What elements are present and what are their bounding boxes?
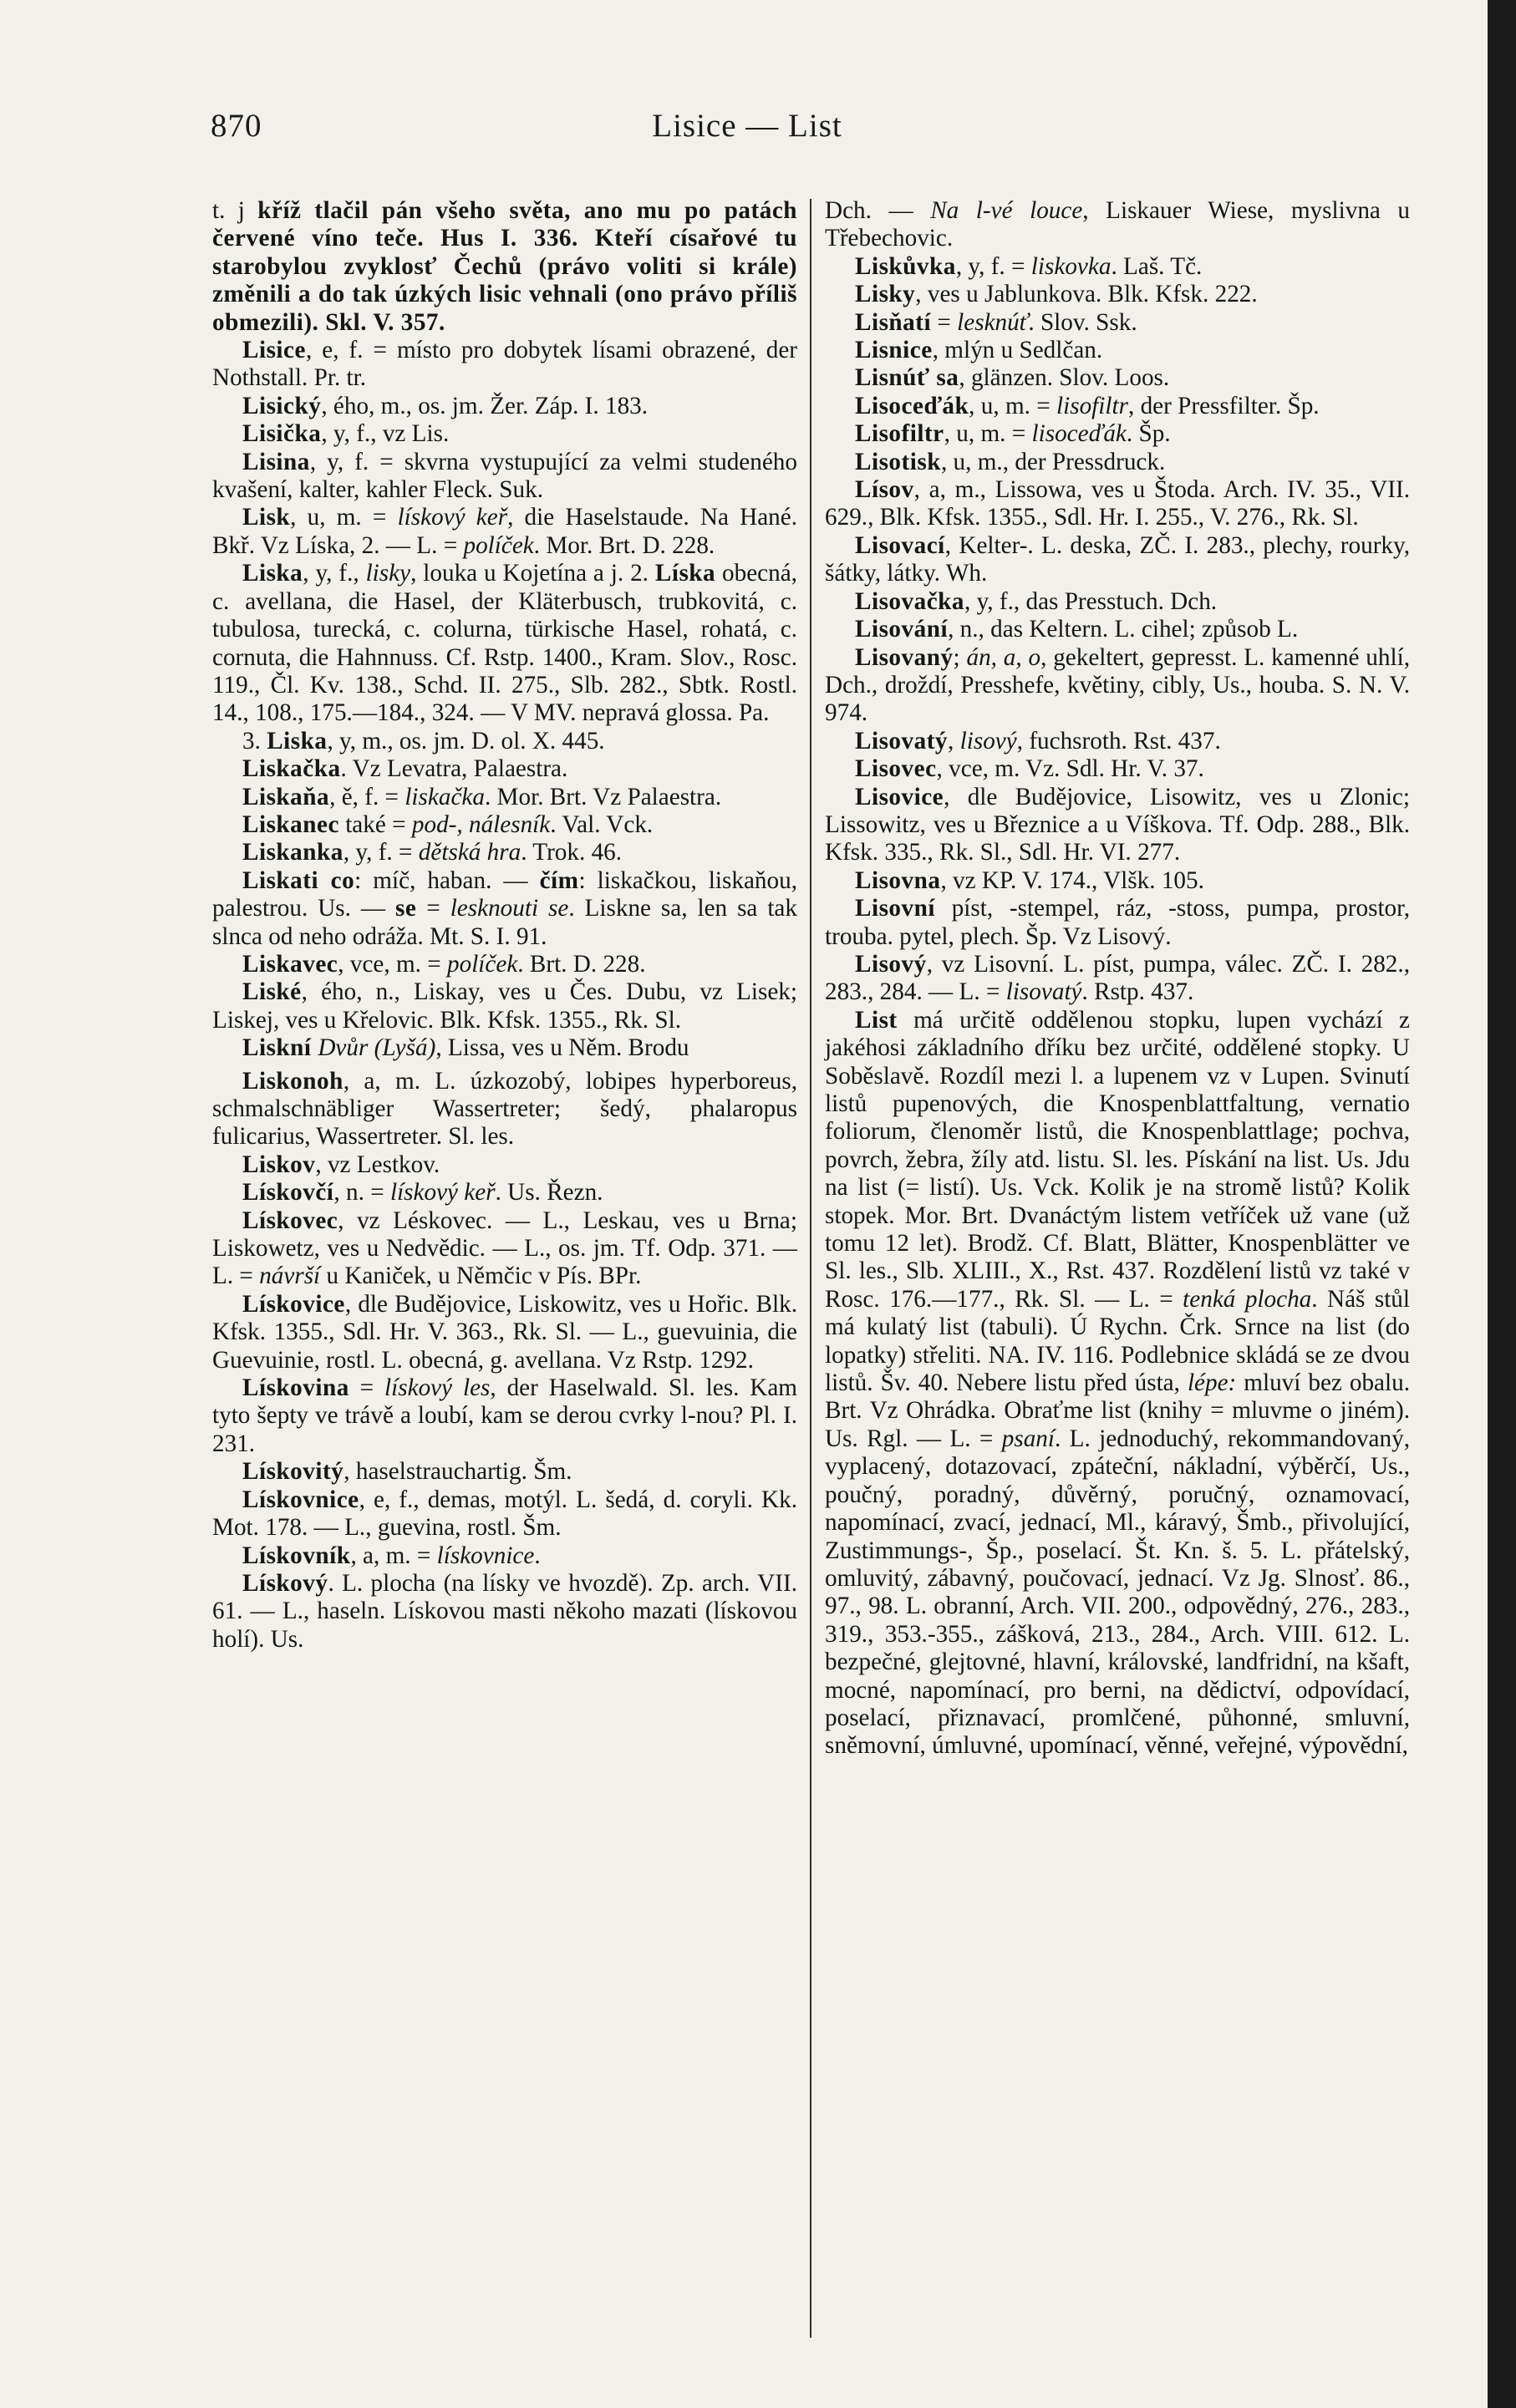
dictionary-entry — [212, 420, 797, 448]
dictionary-entry — [825, 393, 1410, 420]
dictionary-entry — [825, 253, 1410, 281]
entry-italic-text: lisofiltr — [1056, 392, 1128, 419]
entry-text: . Brt. D. 228. — [517, 950, 646, 978]
entry-italic-text: políček — [447, 950, 518, 978]
entry-text: 3. — [242, 727, 267, 754]
entry-italic-text: návrší — [259, 1262, 321, 1290]
running-title: Lisice — List — [652, 108, 842, 144]
entry-text: , u, m. = — [969, 392, 1057, 419]
entry-text: , y, m., os. jm. D. ol. X. 445. — [327, 727, 605, 754]
entry-text: . Trok. 46. — [521, 839, 623, 866]
entry-headword: Lisovací — [855, 531, 945, 559]
entry-headword: Lisovatý — [855, 727, 949, 754]
entry-text: , y, f., vz Lis. — [321, 420, 450, 448]
dictionary-entry — [212, 811, 797, 839]
dictionary-entry — [825, 616, 1410, 643]
entry-text: . Šp. — [1126, 420, 1171, 448]
entry-text: , dle Budějovice, Liskowitz, ves u Hořic. Blk. Kfsk. 1355., Sdl. Hr. V. 363., Rk. Sl. — L., guevuinia, die Guevuinie, rostl. L. obecná, g. avellana. Vz Rstp. 1292. — [212, 1290, 797, 1374]
entry-text: ; — [953, 643, 967, 671]
right-column — [825, 197, 1410, 1760]
entry-headword: Lisina — [242, 448, 310, 475]
entry-text: , a, m. L. úzkozobý, lobipes hyperboreus, schmalschnäbliger Wassertreter; šedý, phalaropus fulicarius, Wassertreter. Sl. les. — [212, 1067, 797, 1151]
entry-text: , e, f., demas, motýl. L. šedá, d. coryli. Kk. Mot. 178. — L., guevina, rostl. Šm. — [212, 1486, 797, 1542]
dictionary-entry — [212, 1068, 797, 1151]
entry-headword: Liska — [267, 727, 328, 754]
entry-headword: Lisk — [242, 504, 291, 531]
entry-italic-text: án, a, o — [966, 643, 1041, 671]
entry-headword: Lisoceďák — [855, 392, 969, 419]
entry-text: t. j — [212, 197, 258, 224]
entry-headword: Liska — [242, 560, 303, 587]
entry-headword: Lisovní — [855, 895, 935, 922]
entry-italic-text: tenká plocha — [1183, 1285, 1312, 1313]
entry-headword: Lisovačka — [855, 587, 964, 615]
entry-italic-text: lískový keř — [397, 504, 508, 531]
entry-text: = — [348, 1374, 385, 1402]
entry-text: . Náš stůl má kulatý list (tabuli). Ú Rychn. Črk. Srnce na list (do lopatky) střeliti. NA. IV. 116. Podlebnice skládá se ze dvou listů. Šv. 40. Nebere listu před ústa, — [825, 1285, 1411, 1397]
entry-text: , der Pressfilter. Šp. — [1127, 392, 1320, 419]
dictionary-entry — [212, 978, 797, 1034]
dictionary-entry — [212, 951, 797, 978]
entry-headword: Lisovec — [855, 755, 937, 783]
entry-text: , haselstrauchartig. Šm. — [343, 1458, 572, 1486]
entry-text: mluví bez obalu. Brt. Vz Ohrádka. Obraťme list (knihy = mluvme o jiném). Us. Rgl. — L. = — [825, 1369, 1411, 1452]
entry-text: , y, f. = skvrna vystupující za velmi studeného kvašení, kalter, kahler Fleck. Suk. — [212, 448, 797, 504]
dictionary-entry — [212, 504, 797, 560]
entry-italic-text: lesknúť — [957, 308, 1029, 336]
dictionary-entry — [212, 449, 797, 505]
entry-headword: Lískovník — [242, 1542, 351, 1569]
entry-text: , Kelter-. L. deska, ZČ. I. 283., plechy, rourky, šátky, látky. Wh. — [825, 531, 1410, 587]
entry-text: . Us. Řezn. — [495, 1179, 603, 1207]
entry-text: , n. = — [333, 1179, 390, 1207]
entry-text: . L. jednoduchý, rekommandovaný, vyplacený, dotazovací, zpáteční, nákladní, výběrčí, Us., poučný, poradný, důvěrný, poručný, oznamovací, napomínací, zvací, jednací, Ml., káravý, Šmb., přivolující, Zustimmungs-, Šp., poselací. Št. Kn. š. 5. L. přátelský, omluvitý, zábavný, poučovací, jednací. Vz Jg. Slnosť. 86., 97., 98. L. obranní, Arch. VII. 200., odpovědný, 276., 283., 319., 353.-355., zášková, 213., 284., Arch. VIII. 612. L. bezpečné, glejtovné, hlavní, královské, landfridní, na kšaft, mocné, napomínací, pro berni, na dědictví, odpovídací, poselací, přiznavací, promlčené, půhonné, smluvní, sněmovní, úmluvné, upomínací, věnné, veřejné, výpovědní, — [825, 1425, 1410, 1760]
dictionary-entry — [212, 1570, 797, 1654]
entry-text: = — [416, 895, 450, 922]
dictionary-entry — [212, 867, 797, 951]
entry-text: , a, m. = — [350, 1542, 437, 1569]
entry-text: , y, f., — [303, 560, 366, 587]
entry-text: obecná, c. avellana, die Hasel, der Kläterbusch, trubkovitá, c. tubulosa, turecká, c. colurna, türkische Hasel, rohatá, c. cornuta, die Hahnnuss. Cf. Rstp. 1400., Kram. Slov., Rosc. 119., Čl. Kv. 138., Schd. II. 275., Slb. 282., Sbtk. Rostl. 14., 108., 175.—184., 324. — V MV. nepravá glossa. Pa. — [212, 560, 797, 727]
entry-text: u Kaniček, u Němčic v Pís. BPr. — [320, 1262, 642, 1290]
dictionary-entry — [825, 197, 1410, 253]
dictionary-entry — [212, 1486, 797, 1542]
dictionary-entry — [825, 364, 1410, 392]
dictionary-entry — [825, 337, 1410, 364]
entry-headword: Liskanec — [242, 810, 339, 838]
dictionary-entry — [212, 728, 797, 755]
entry-headword: Lisice — [242, 337, 306, 364]
entry-italic-text: Dvůr (Lyšá) — [318, 1034, 436, 1062]
entry-italic-text: lisoceďák — [1031, 420, 1127, 448]
dictionary-entry — [825, 309, 1410, 337]
entry-italic-text: lisovatý — [1005, 978, 1082, 1006]
entry-text: , dle Budějovice, Lisowitz, ves u Zlonic; Lissowitz, ves u Březnice a u Víškova. Tf. Odp. 288., Blk. Kfsk. 335., Rk. Sl., Sdl. Hr. VI. 277. — [825, 783, 1410, 866]
dictionary-entry — [825, 1007, 1410, 1760]
dictionary-entry — [212, 1179, 797, 1207]
entry-text: , vz Lisovní. L. píst, pumpa, válec. ZČ. I. 282., 283., 284. — L. = — [825, 950, 1410, 1006]
entry-headword: Lískovina — [242, 1374, 349, 1402]
dictionary-entry — [825, 755, 1410, 783]
entry-headword: Lískový — [242, 1569, 328, 1597]
dictionary-entry — [212, 560, 797, 727]
dictionary-entry — [825, 420, 1410, 448]
entry-text: , u, m. = — [290, 504, 398, 531]
entry-italic-text: lískový keř — [389, 1179, 496, 1207]
entry-headword: List — [855, 1006, 898, 1034]
dictionary-entry — [212, 1034, 797, 1062]
entry-text: kříž tlačil pán všeho světa, ano mu po patách červené víno teče. Hus I. 336. Kteří císařové tu starobylou zvyklosť Čechů (právo voliti si krále) změnili a do tak úzkých lisic vehnali (ono právo příliš obmezili). Skl. V. 357. — [212, 197, 798, 336]
entry-headword: Liskanka — [242, 839, 343, 866]
entry-italic-text: dětská hra — [418, 839, 521, 866]
entry-headword: Lisnúť sa — [855, 364, 959, 392]
dictionary-entry — [212, 1542, 797, 1570]
entry-text: . Rstp. 437. — [1081, 978, 1194, 1006]
page-number: 870 — [211, 108, 262, 144]
entry-headword: se — [395, 895, 417, 922]
entry-italic-text: liskovka — [1030, 252, 1112, 280]
entry-headword: Lisový — [855, 950, 927, 978]
dictionary-entry — [825, 644, 1410, 728]
entry-text: . — [534, 1542, 541, 1569]
entry-headword: Lisofiltr — [855, 420, 944, 448]
entry-text: , y, f. = — [955, 252, 1031, 280]
entry-italic-text: lisový — [959, 727, 1017, 754]
entry-text: , ého, n., Liskay, ves u Čes. Dubu, vz Lisek; Liskej, ves u Křelovic. Blk. Kfsk. 1355., Rk. Sl. — [212, 978, 797, 1034]
entry-italic-text: políček — [463, 531, 534, 559]
entry-text: , y, f., das Presstuch. Dch. — [964, 587, 1218, 615]
entry-headword: Liskaňa — [242, 783, 330, 810]
dictionary-entry — [825, 728, 1410, 755]
dictionary-entry — [212, 197, 797, 337]
entry-text: píst, -stempel, ráz, -stoss, pumpa, prostor, trouba. pytel, plech. Šp. Vz Lisový. — [825, 895, 1410, 950]
entry-headword: Lísov — [855, 476, 914, 504]
entry-text: , vz Lestkov. — [315, 1151, 440, 1178]
dictionary-entry — [825, 588, 1410, 616]
entry-italic-text: pod-, nálesník — [411, 810, 551, 838]
entry-headword: Liské — [242, 978, 302, 1006]
entry-text: , die Haselstaude. Na Hané. Bkř. Vz Líska, 2. — L. = — [212, 504, 798, 559]
entry-headword: Lisovna — [855, 866, 941, 894]
entry-text: , gekeltert, gepresst. L. kamenné uhlí, Dch., droždí, Presshefe, květiny, cibly, Us., houba. S. N. V. 974. — [825, 643, 1411, 727]
dictionary-entry — [825, 895, 1410, 951]
entry-text: , fuchsroth. Rst. 437. — [1016, 727, 1221, 754]
entry-headword: Lisování — [855, 616, 949, 643]
entry-text: , vce, m. Vz. Sdl. Hr. V. 37. — [936, 755, 1204, 783]
entry-text: , vz KP. V. 174., Vlšk. 105. — [940, 866, 1204, 894]
entry-text: , ého, m., os. jm. Žer. Záp. I. 183. — [321, 392, 649, 419]
entry-text: , u, m., der Pressdruck. — [940, 448, 1166, 475]
entry-italic-text: lískový les — [384, 1374, 491, 1402]
entry-text: , ves u Jablunkova. Blk. Kfsk. 222. — [915, 281, 1258, 308]
entry-italic-text: liskačka — [404, 783, 485, 810]
entry-headword: Lískovitý — [242, 1458, 344, 1486]
entry-italic-text: lépe: — [1187, 1369, 1237, 1397]
entry-text: . Mor. Brt. Vz Palaestra. — [484, 783, 722, 810]
entry-text: , vz Léskovec. — L., Leskau, ves u Brna; Liskowetz, ves u Nedvědic. — L., os. jm. Tf. Odp. 371. — L. = — [212, 1207, 797, 1290]
dictionary-entry — [212, 1151, 797, 1179]
entry-text: : míč, haban. — — [354, 866, 540, 894]
entry-headword: Líska — [654, 560, 716, 587]
entry-headword: Lisňatí — [855, 308, 932, 336]
entry-headword: Liskačka — [242, 755, 341, 783]
entry-text: , y, f. = — [343, 839, 419, 866]
page-header — [211, 107, 1284, 157]
dictionary-entry — [212, 1291, 797, 1374]
dictionary-entry — [212, 839, 797, 866]
entry-text: , e, f. = místo pro dobytek lísami obrazené, der Nothstall. Pr. tr. — [212, 337, 797, 392]
entry-text: . Laš. Tč. — [1111, 252, 1203, 280]
entry-italic-text: lisky — [365, 560, 411, 587]
entry-text: má určitě oddělenou stopku, lupen vychází z jakéhosi základního dříku bez určité, oddělené stopky. U Soběslavě. Rozdíl mezi l. a lupenem vz v Lupen. Svinutí listů pupenových, die Knospenblattfaltung, vernatio foliorum, členoměr listů, die Knospenblattlage; pochva, povrch, žebra, žíly atd. listu. Sl. les. Pískání na list. Us. Jdu na list (= listí). Us. Vck. Kolik je na stromě listů? Kolik stopek. Mor. Brt. Dvanáctým listem vetříček už vane (už tomu 12 let). Brodž. Cf. Blatt, Blätter, Knospenblätter ve Sl. les., Slb. XLIII., X., Rst. 437. Rozdělení listů vz také v Rosc. 176.—177., Rk. Sl. — L. = — [825, 1006, 1410, 1313]
entry-headword: Lisovice — [855, 783, 944, 810]
entry-headword: Lískovčí — [242, 1179, 334, 1207]
entry-text: , der Haselwald. Sl. les. Kam tyto šepty ve trávě a loubí, kam se derou cvrky l-nou? Pl. I. 231. — [212, 1374, 797, 1457]
entry-italic-text: Na l-vé louce — [930, 197, 1083, 224]
dictionary-entry — [212, 1374, 797, 1458]
entry-text: , — [948, 727, 960, 754]
entry-headword: Liskní — [242, 1034, 318, 1062]
entry-headword: Lískovice — [242, 1290, 345, 1318]
entry-italic-text: lískovnice — [436, 1542, 535, 1569]
entry-headword: Liskov — [242, 1151, 316, 1178]
entry-headword: Lisnice — [855, 337, 933, 364]
entry-headword: Lisky — [855, 281, 916, 308]
entry-text: , louka u Kojetína a j. 2. — [410, 560, 655, 587]
entry-headword: Liskavec — [242, 950, 338, 978]
entry-text: Dch. — — [825, 197, 931, 224]
dictionary-entry — [212, 337, 797, 393]
entry-headword: čím — [539, 866, 579, 894]
entry-text: , Lissa, ves u Něm. Brodu — [435, 1034, 689, 1062]
dictionary-entry — [825, 784, 1410, 867]
entry-headword: Liskůvka — [855, 252, 956, 280]
dictionary-entry — [825, 951, 1410, 1007]
entry-headword: Lisotisk — [855, 448, 941, 475]
entry-text: . Vz Levatra, Palaestra. — [340, 755, 568, 783]
entry-headword: Liskati co — [242, 866, 355, 894]
dictionary-entry — [825, 281, 1410, 308]
dictionary-entry — [212, 393, 797, 420]
entry-text: , mlýn u Sedlčan. — [932, 337, 1103, 364]
dictionary-entry — [825, 476, 1410, 532]
entry-headword: Lisička — [242, 420, 322, 448]
entry-text: , n., das Keltern. L. cihel; způsob L. — [948, 616, 1299, 643]
entry-headword: Lískovnice — [242, 1486, 359, 1513]
entry-text: . L. plocha (na lísky ve hvozdě). Zp. arch. VII. 61. — L., haseln. Lískovou masti někoho mazati (lískovou holí). Us. — [212, 1569, 797, 1653]
entry-text: , a, m., Lissowa, ves u Štoda. Arch. IV. 35., VII. 629., Blk. Kfsk. 1355., Sdl. Hr. I. 255., V. 276., Rk. Sl. — [825, 476, 1410, 531]
entry-italic-text: lesknouti se — [450, 895, 569, 922]
scan-edge — [1488, 0, 1516, 2408]
dictionary-entry — [825, 867, 1410, 895]
entry-headword: Lískovec — [242, 1207, 338, 1234]
entry-text: . Liskne sa, len sa tak slnca od neho odráža. Mt. S. I. 91. — [212, 895, 797, 950]
entry-text: . Mor. Brt. D. 228. — [533, 531, 715, 559]
entry-text: , u, m. = — [944, 420, 1032, 448]
dictionary-entry — [825, 532, 1410, 588]
dictionary-entry — [212, 755, 797, 783]
entry-headword: Liskonoh — [242, 1067, 343, 1095]
dictionary-entry — [212, 1207, 797, 1291]
dictionary-entry — [212, 1458, 797, 1486]
column-divider — [810, 199, 811, 2338]
entry-text: . Slov. Ssk. — [1028, 308, 1137, 336]
dictionary-entry — [825, 449, 1410, 476]
entry-italic-text: psaní — [1001, 1425, 1055, 1452]
entry-text: , Liskauer Wiese, myslivna u Třebechovic. — [825, 197, 1410, 252]
entry-text: = — [931, 308, 958, 336]
entry-text: . Val. Vck. — [550, 810, 654, 838]
entry-text: , glänzen. Slov. Loos. — [959, 364, 1170, 392]
entry-headword: Lisický — [242, 392, 322, 419]
entry-headword: Lisovaný — [855, 643, 954, 671]
entry-text: , vce, m. = — [338, 950, 448, 978]
left-column — [212, 197, 797, 1654]
entry-text: : liskačkou, liskaňou, palestrou. Us. — — [212, 866, 797, 922]
dictionary-entry — [212, 784, 797, 811]
entry-text: , ě, f. = — [329, 783, 405, 810]
entry-text: také = — [338, 810, 412, 838]
